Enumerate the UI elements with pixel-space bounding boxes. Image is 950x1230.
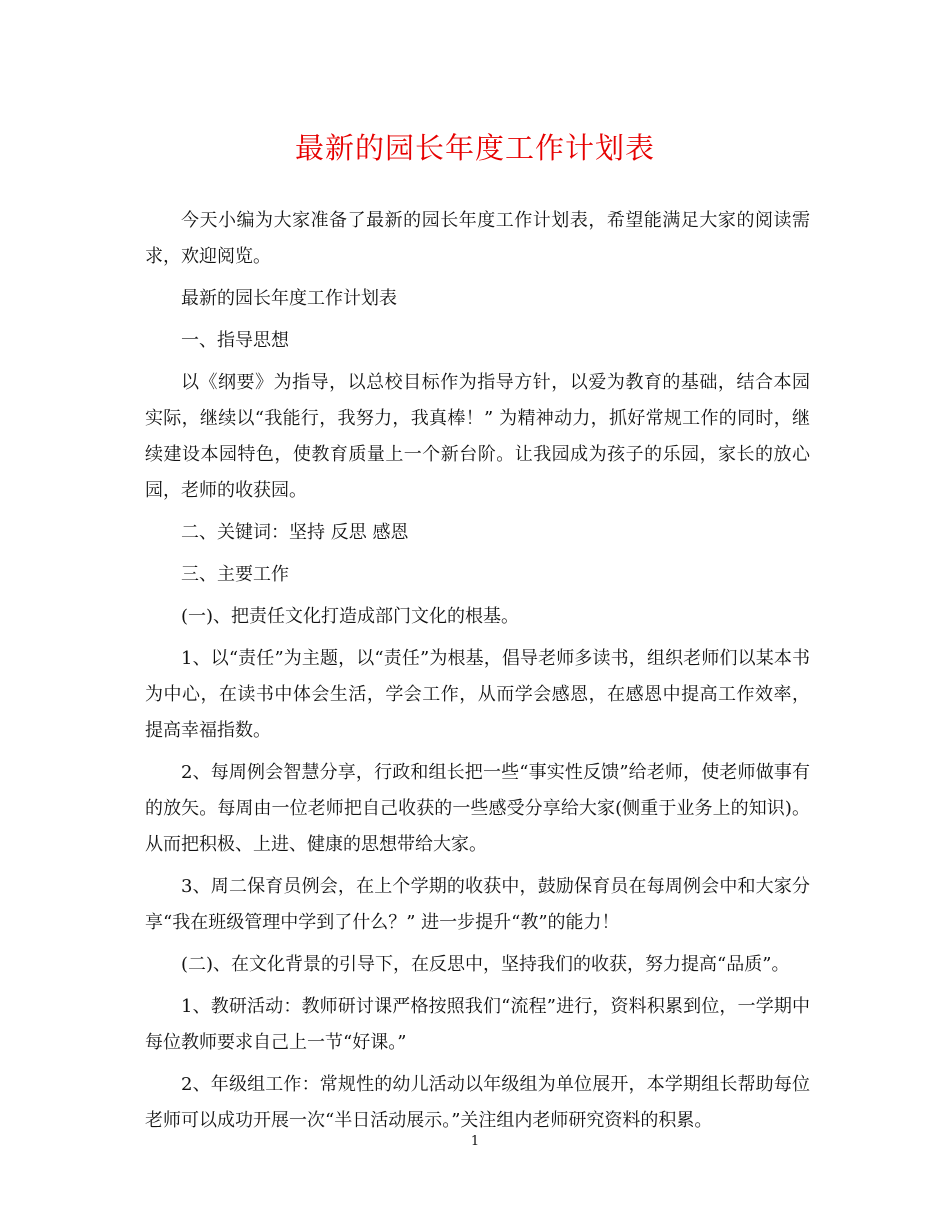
quality-item-2-paragraph: 2、年级组工作：常规性的幼儿活动以年级组为单位展开，本学期组长帮助每位老师可以成功开展一次“半日活动展示。”关注组内老师研究资料的积累。 — [145, 1074, 810, 1131]
work-item-2-paragraph: 2、每周例会智慧分享，行政和组长把一些“事实性反馈”给老师，使老师做事有的放矢。每周由一位老师把自己收获的一些感受分享给大家(侧重于业务上的知识)。从而把积极、上进、健康的思想带给大家。 — [145, 762, 810, 855]
quality-item-1-paragraph: 1、教研活动：教师研讨课严格按照我们“流程”进行，资料积累到位，一学期中每位教师要求自己上一节“好课。” — [145, 996, 810, 1053]
subsection-heading-responsibility-culture: (一)、把责任文化打造成部门文化的根基。 — [181, 606, 520, 627]
document-body — [145, 203, 810, 1145]
page-number: 1 — [470, 1134, 480, 1149]
document-title: 最新的园长年度工作计划表 — [294, 131, 655, 165]
subtitle-paragraph: 最新的园长年度工作计划表 — [181, 288, 397, 309]
subsection-heading-quality: (二)、在文化背景的引导下，在反思中，坚持我们的收获，努力提高“品质”。 — [181, 954, 790, 975]
section-heading-guiding-thought: 一、指导思想 — [181, 330, 289, 351]
guiding-thought-paragraph: 以《纲要》为指导，以总校目标作为指导方针，以爱为教育的基础，结合本园实际，继续以“我能行，我努力，我真棒！” 为精神动力，抓好常规工作的同时，继续建设本园特色，使教育质量上一个新台阶。让我园成为孩子的乐园，家长的放心园，老师的收获园。 — [145, 372, 810, 501]
intro-paragraph: 今天小编为大家准备了最新的园长年度工作计划表，希望能满足大家的阅读需求，欢迎阅览。 — [145, 210, 810, 267]
section-heading-keywords: 二、关键词：坚持 反思 感恩 — [181, 522, 409, 543]
work-item-1-paragraph: 1、以“责任”为主题，以“责任”为根基，倡导老师多读书，组织老师们以某本书为中心，在读书中体会生活，学会工作，从而学会感恩，在感恩中提高工作效率，提高幸福指数。 — [145, 648, 810, 741]
section-heading-main-work: 三、主要工作 — [181, 564, 289, 585]
work-item-3-paragraph: 3、周二保育员例会，在上个学期的收获中，鼓励保育员在每周例会中和大家分享“我在班级管理中学到了什么？” 进一步提升“教”的能力！ — [145, 876, 810, 933]
